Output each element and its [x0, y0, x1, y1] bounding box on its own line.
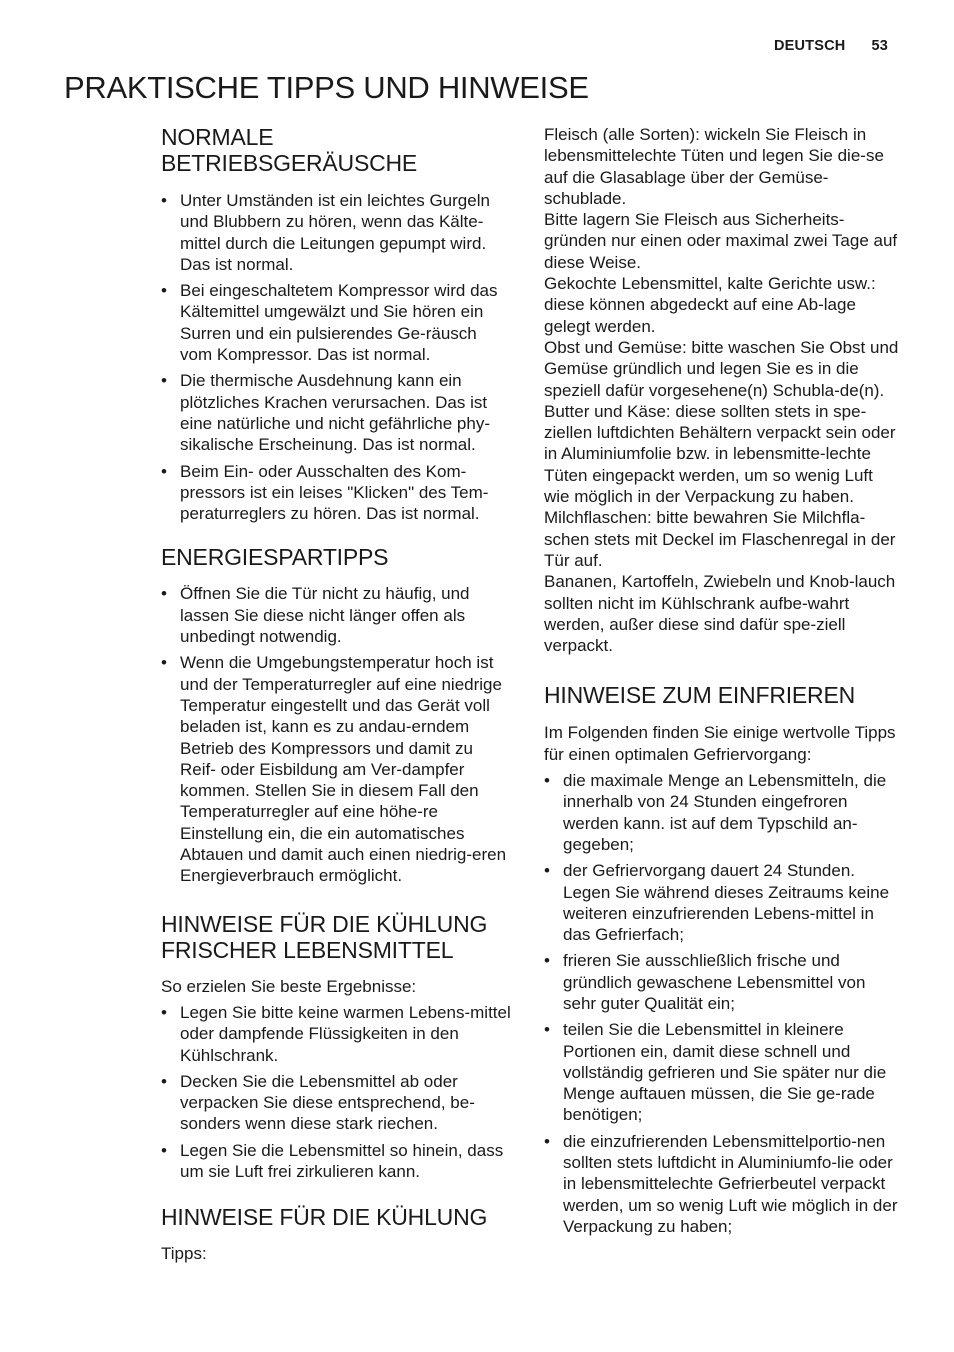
section-heading: NORMALE BETRIEBSGERÄUSCHE	[161, 124, 418, 176]
section-heading: ENERGIESPARTIPPS	[161, 544, 389, 571]
paragraph: Fleisch (alle Sorten): wickeln Sie Fleisch in lebensmittelechte Tüten und legen Sie die-se auf die Glasablage über der Gemüse-schublade.	[544, 125, 884, 208]
storage-tips	[544, 124, 900, 656]
paragraph: Gekochte Lebensmittel, kalte Gerichte usw.: diese können abgedeckt auf eine Ab-lage gelegt werden.	[544, 274, 876, 336]
page-title: PRAKTISCHE TIPPS UND HINWEISE	[64, 70, 589, 105]
list-item: • Öffnen Sie die Tür nicht zu häufig, und lassen Sie diese nicht länger offen als unbedingt notwendig.	[161, 583, 513, 647]
list-item: • die einzufrierenden Lebensmittelportio-nen sollten stets luftdicht in Aluminiumfo-lie oder in lebensmittelechte Gefrierbeutel verpackt werden, um so wenig Luft wie möglich in der Verpackung zu haben;	[544, 1131, 900, 1237]
list-item: • Wenn die Umgebungstemperatur hoch ist und der Temperaturregler auf eine niedrige Temperatur eingestellt und das Gerät voll beladen ist, kann es zu andau-erndem Betrieb des Kompressors und damit zu Reif- oder Eisbildung am Ver-dampfer kommen. Stellen Sie in diesem Fall den Temperaturregler auf eine höhe-re Einstellung ein, die ein automatisches Abtauen und damit auch einen niedrig-eren Energieverbrauch ermöglicht.	[161, 652, 513, 886]
list-item: • Die thermische Ausdehnung kann ein plötzliches Krachen verursachen. Das ist eine natürliche und nicht gefährliche phy-sikalische Erscheinung. Das ist normal.	[161, 370, 513, 455]
left-column	[161, 124, 513, 1265]
bullet-list	[161, 583, 513, 886]
section-intro: So erzielen Sie beste Ergebnisse:	[161, 976, 417, 996]
bullet-list	[161, 1002, 513, 1182]
list-item: • der Gefriervorgang dauert 24 Stunden. Legen Sie während dieses Zeitraums keine weiteren einzufrierenden Lebens-mittel in das Gefrierfach;	[544, 860, 900, 945]
section-freezing	[544, 682, 900, 1237]
right-column	[544, 124, 900, 1242]
section-heading: HINWEISE ZUM EINFRIEREN	[544, 682, 856, 709]
list-item: • die maximale Menge an Lebensmitteln, die innerhalb von 24 Stunden eingefroren werden kann. ist auf dem Typschild an-gegeben;	[544, 770, 900, 855]
list-item: • Decken Sie die Lebensmittel ab oder verpacken Sie diese entsprechend, be-sonders wenn diese stark riechen.	[161, 1071, 513, 1135]
section-normal-noises	[161, 124, 513, 524]
list-item: • Legen Sie die Lebensmittel so hinein, dass um sie Luft frei zirkulieren kann.	[161, 1140, 513, 1183]
list-item: • teilen Sie die Lebensmittel in kleinere Portionen ein, damit diese schnell und vollständig gefrieren und Sie später nur die Menge auftauen müssen, die Sie ge-rade benötigen;	[544, 1019, 900, 1125]
list-item: • Beim Ein- oder Ausschalten des Kom-pressors ist ein leises "Klicken" des Tem-peraturreglers zu hören. Das ist normal.	[161, 461, 513, 525]
paragraph: Obst und Gemüse: bitte waschen Sie Obst und Gemüse gründlich und legen Sie es in die speziell dafür vorgesehene(n) Schubla-de(n).	[544, 337, 899, 400]
section-intro: Tipps:	[161, 1244, 207, 1264]
list-item: • frieren Sie ausschließlich frische und gründlich gewaschene Lebensmittel von sehr guter Qualität ein;	[544, 950, 900, 1014]
paragraph: Bananen, Kartoffeln, Zwiebeln und Knob-lauch sollten nicht im Kühlschrank aufbe-wahrt werden, außer diese sind dafür spe-ziell verpackt.	[544, 572, 896, 656]
bullet-list	[544, 770, 900, 1237]
list-item: • Legen Sie bitte keine warmen Lebens-mittel oder dampfende Flüssigkeiten in den Kühlschrank.	[161, 1002, 513, 1066]
section-cooling	[161, 1204, 513, 1264]
list-item: • Bei eingeschaltetem Kompressor wird das Kältemittel umgewälzt und Sie hören ein Surren und ein pulsierendes Ge-räusch vom Kompressor. Das ist normal.	[161, 280, 513, 365]
section-intro: Im Folgenden finden Sie einige wertvolle Tipps für einen optimalen Gefriervorgang:	[544, 723, 896, 764]
page-number: 53	[871, 38, 888, 54]
list-item: • Unter Umständen ist ein leichtes Gurgeln und Blubbern zu hören, wenn das Kälte-mittel durch die Leitungen gepumpt wird. Das ist normal.	[161, 190, 513, 275]
bullet-list	[161, 190, 513, 524]
page-header	[774, 38, 888, 54]
section-heading: HINWEISE FÜR DIE KÜHLUNG	[161, 1204, 488, 1231]
paragraph: Butter und Käse: diese sollten stets in spe-ziellen luftdichten Behältern verpackt sein oder in Aluminiumfolie bzw. in lebensmitte-lechte Tüten eingepackt werden, um so wenig Luft wie möglich in der Verpackung zu haben.	[544, 401, 896, 507]
paragraph: Bitte lagern Sie Fleisch aus Sicherheits-gründen nur einen oder maximal zwei Tage auf diese Weise.	[544, 210, 898, 272]
paragraph: Milchflaschen: bitte bewahren Sie Milchfla-schen stets mit Deckel im Flaschenregal in der Tür auf.	[544, 508, 896, 570]
section-fresh-food-cooling	[161, 911, 513, 1183]
language-label: DEUTSCH	[773, 38, 846, 54]
section-heading: HINWEISE FÜR DIE KÜHLUNG FRISCHER LEBENSMITTEL	[161, 910, 488, 963]
section-energy-saving	[161, 544, 513, 886]
